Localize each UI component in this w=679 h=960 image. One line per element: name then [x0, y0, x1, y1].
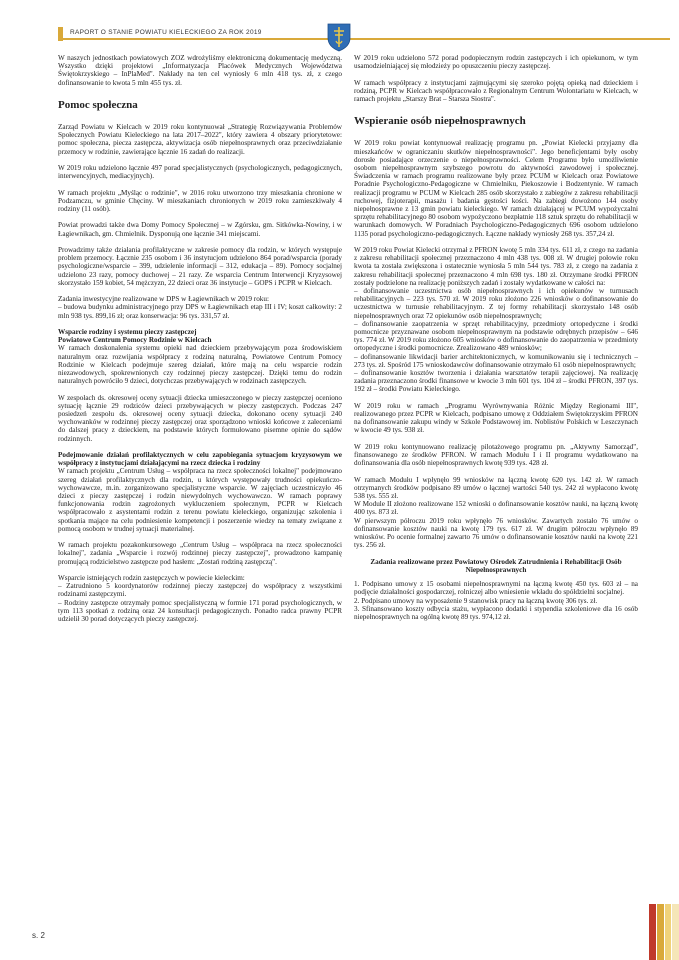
- page-header: [0, 0, 679, 50]
- header-rule: [58, 38, 670, 40]
- header-title: RAPORT O STANIE POWIATU KIELECKIEGO ZA ROK 2019: [70, 29, 262, 36]
- paragraph: W naszych jednostkach powiatowych ZOZ wdrożyliśmy elektroniczną dokumentację medyczną. Wszystko dzięki projektowi „Informatyzacja Placówek Medycznych Województwa Świętokrzyskiego – InPlaMed". Nakłady na ten cel wyniosły 6 mln 418 tys. zł, z czego dofinansowanie to kwota 5 mln 455 tys. zł.: [58, 54, 342, 87]
- paragraph: W zespołach ds. okresowej oceny sytuacji dziecka umieszczonego w pieczy zastępczej oceniono sytuację łącznie 29 rodziców dzieci przebywających w pieczy zastępczych. Podczas 247 posiedzeń zespołu ds. okresowej oceny sytuacji dziecka, dokonano oceny sytuacji 240 wychowanków w rodzinnej pieczy zastępczej oraz sporządzono wnioski końcowe z zaleceniami do dalszej pracy z dzieckiem, na podstawie których formułowano pisemne opinie do sądów rodzinnych.: [58, 393, 342, 443]
- paragraph: W 2019 roku udzielono 572 porad podopiecznym rodzin zastępczych i ich opiekunom, w tym usamodzielniającej się młodzieży po opuszczeniu pieczy zastępczej.: [354, 54, 638, 71]
- county-crest-icon: [326, 22, 352, 52]
- subheading-wsparcie: Wsparcie rodziny i systemu pieczy zastępczej: [58, 328, 197, 336]
- paragraph: W ramach projektu pozakonkursowego „Centrum Usług – współpraca na rzecz społeczności lokalnej", zadania „Wsparcie i rozwój rodzinnej pieczy zastępczej", prowadzono kampanię promującą rodzicielstwo zastępcze pod hasłem: „Zostań rodziną zastępczą".: [58, 541, 342, 566]
- paragraph: – budowa budynku administracyjnego przy DPS w Łagiewnikach etap III i IV; koszt całkowity: 2 mln 938 tys. 899,16 zł; oraz konserwacja: 96 tys. 331,57 zł.: [58, 303, 342, 320]
- paragraph: Zarząd Powiatu w Kielcach w 2019 roku kontynuował „Strategię Rozwiązywania Problemów Społecznych Powiatu Kieleckiego na lata 2017–2022", który zawiera 4 obszary priorytetowe: pomoc społeczna, piecza zastępcza, aktywizacja osób niepełnosprawnych oraz przeciwdziałanie przemocy w rodzinie, zawierające łącznie 16 zadań do realizacji.: [58, 123, 342, 156]
- paragraph: W 2019 roku Powiat Kielecki otrzymał z PFRON kwotę 5 mln 334 tys. 611 zł, z czego na zadania z zakresu rehabilitacji społecznej przeznaczono 4 mln 438 tys. 008 zł. W drugiej połowie roku kwota ta została zwiększona i ostatecznie wyniosła 5 mln 544 tys. 783 zł, z czego na zadania z zakresu rehabilitacji społecznej przeznaczono 4 mln 698 tys. 180 zł. Otrzymane środki PFRON zostały podzielone na realizację poniższych zadań i zostały wydatkowane w całości na:: [354, 246, 638, 287]
- section-heading-wspieranie: Wspieranie osób niepełnosprawnych: [354, 115, 526, 128]
- paragraph: W Module II złożono realizowane 152 wnioski o dofinansowanie kosztów nauki, na łączną kwotę 400 tys. 873 zł.: [354, 500, 638, 517]
- subheading-pcpr: Powiatowe Centrum Pomocy Rodzinie w Kielcach: [58, 336, 212, 345]
- paragraph: Powiat prowadzi także dwa Domy Pomocy Społecznej – w Zgórsku, gm. Sitkówka-Nowiny, i w Łagiewnikach, gm. Chmielnik. Dysponują one łącznie 341 miejscami.: [58, 221, 342, 238]
- list-item: 1. Podpisano umowy z 15 osobami niepełnosprawnymi na łączną kwotę 450 tys. 603 zł – na podjęcie działalności gospodarczej, rolniczej albo wniesienie wkładu do spółdzielni socjalnej.: [354, 580, 638, 597]
- paragraph: W 2019 roku w ramach „Programu Wyrównywania Różnic Między Regionami III", realizowanego przez PCPR w Kielcach, podpisano umowę z Oddziałem Świętokrzyskim PFRON na dofinansowanie zakupu windy w Szkole Podstawowej im. Noblistów Polskich w Leszczynach w kwocie 49 tys. 938 zł.: [354, 401, 638, 435]
- subheading-podejmowanie: Podejmowanie działań profilaktycznych w celu zapobiegania sytuacjom kryzysowym we współpracy z instytucjami działającymi na rzecz dziecka i rodziny: [58, 451, 342, 468]
- list-item: – dofinansowanie kosztów tworzenia i działania warsztatów terapii zajęciowej. Na realizację zadania przeznaczono środki finansowe w kwocie 3 mln 601 tys. 104 zł – środki PFRON, 397 tys. 192 zł – środki Powiatu Kieleckiego.: [354, 369, 638, 394]
- footer-stripe: [649, 904, 656, 960]
- right-column: [354, 54, 638, 629]
- footer-stripe: [672, 904, 679, 960]
- paragraph: W ramach doskonalenia systemu opieki nad dzieckiem przebywającym poza środowiskiem naturalnym oraz rozwijania współpracy z rodziną naturalną, Powiatowe Centrum Pomocy Rodzinie w Kielcach podejmuje szereg działań, które mają na celu wsparcie rodzin niezawodowych, spokrewnionych czy rodzinnej pieczy zastępczej. Dzięki temu do rodzin naturalnych powróciło 9 dzieci, dotychczas przebywających w rodzinach zastępczych.: [58, 344, 342, 386]
- section-heading-pomoc: Pomoc społeczna: [58, 98, 138, 111]
- paragraph: W 2019 roku powiat kontynuował realizację programu pn. „Powiat Kielecki przyjazny dla mieszkańców w ograniczaniu skutków niepełnosprawności". Jego beneficjentami były osoby dorosłe posiadające orzeczenie o niepełnosprawności. Celem Programu było umożliwienie osobom niepełnosprawnym szybszego powrotu do aktywności zawodowej i społecznej. Świadczenia w ramach programu realizowane były przez PCUM w Kielcach oraz Powiatowe Poradnie Psychologiczno-Pedagogiczne w Chmielniku, Piekoszowie i Bodzentynie. W ramach realizacji programu w PCUM w Kielcach 285 osób skorzystało z zabiegów z zakresu rehabilitacji ruchowej, fizjoterapii, masażu i badania gęstości kości. Na zabiegi dowożono 144 osoby niepełnosprawne z 13 gmin powiatu kieleckiego. W ramach działającej w PCUM wypożyczalni sprzętu rehabilitacyjnego 80 osobom wypożyczono bezpłatnie 118 sztuk sprzętu do rehabilitacji w warunkach domowych. W Poradniach Psychologiczno-Pedagogicznych 696 osobom udzielono 1135 porad psychologiczno-pedagogicznych. Łączne nakłady wyniosły 268 tys. 357,24 zł.: [354, 139, 638, 238]
- paragraph: Wsparcie istniejących rodzin zastępczych w powiecie kieleckim:: [58, 574, 245, 583]
- footer-color-stripes: [649, 904, 679, 960]
- paragraph: W ramach projektu „Myśląc o rodzinie", w 2016 roku utworzono trzy mieszkania chronione w Podzamczu, w gminie Chęciny. W mieszkaniach chronionych w 2019 roku zamieszkiwały 4 rodziny (11 osób).: [58, 188, 342, 214]
- paragraph: Zadania inwestycyjne realizowane w DPS w Łagiewnikach w 2019 roku:: [58, 295, 269, 304]
- list-item: – Zatrudniono 5 koordynatorów rodzinnej pieczy zastępczej do współpracy z wszystkimi rodzinami zastępczymi.: [58, 582, 342, 599]
- list-item: 2. Podpisano umowy na wyposażenie 9 stanowisk pracy na łączną kwotę 306 tys. zł.: [354, 596, 598, 605]
- paragraph: W 2019 roku kontynuowano realizację pilotażowego programu pn. „Aktywny Samorząd", finansowanego ze środków PFRON. W ramach Modułu I i II programu wydatkowano na dofinansowania dla osób niepełnosprawnych kwotę 939 tys. 428 zł.: [354, 442, 638, 468]
- paragraph: W ramach współpracy z instytucjami zajmującymi się szeroko pojętą opieką nad dzieckiem i rodziną, PCPR w Kielcach współpracowało z Regionalnym Centrum Wolontariatu w Kielcach, w ramach projektu „Starszy Brat – Starsza Siostra".: [354, 78, 638, 103]
- list-item: 3. Sfinansowano koszty odbycia stażu, wypłacono dodatki i stypendia szkoleniowe dla 16 osób niepełnosprawnych na ogólną kwotę 89 tys. 974,12 zł.: [354, 604, 638, 621]
- list-item: – dofinansowanie zaopatrzenia w sprzęt rehabilitacyjny, przedmioty ortopedyczne i środki pomocnicze przyznawane osobom niepełnosprawnym na podstawie odrębnych przepisów – 646 tys. 774 zł. W 2019 roku złożono 605 wniosków o dofinansowanie do zaopatrzenia w przedmioty ortopedyczne i środki pomocnicze. Zrealizowano 489 wniosków;: [354, 319, 638, 353]
- paragraph: W ramach projektu „Centrum Usług – współpraca na rzecz społeczności lokalnej" podejmowano szereg działań profilaktycznych dla rodzin, u których występowały trudności opiekuńczo-wychowawcze, m.in. zorganizowano specjalistyczne wsparcie. W zajęciach uczestniczyło 46 dzieci z pieczy zastępczej i rodzin niewydolnych wychowawczo. W ramach poprawy funkcjonowania rodzin zagrożonych wykluczeniem społecznym, PCPR w Kielcach współpracowało z asystentami rodzin z terenu powiatu kieleckiego, organizując szkolenia i spotkania mające na celu podniesienie kompetencji i poszerzenie wiedzy na tematy związane z pomocą osobom w trudnej sytuacji materialnej.: [58, 467, 342, 533]
- paragraph: W 2019 roku udzielono łącznie 497 porad specjalistycznych (psychologicznych, pedagogicznych, interwencyjnych, mediacyjnych).: [58, 164, 342, 181]
- paragraph: Prowadzimy także działania profilaktyczne w zakresie pomocy dla rodzin, w których występuje problem przemocy. Łącznie 235 osobom i 36 instytucjom udzielono 864 porad/wsparcia (porady psychologiczne/wsparcie – 399, udzielenie informacji – 312, edukacja – 89). Pomocy socjalnej udzielono 23 razy, pomocy duchowej – 21 razy. Ze wsparcia Centrum Interwencji Kryzysowej skorzystało 159 kobiet, 54 mężczyzn, 22 dzieci oraz 36 instytucje – GOPS i PCPR w Kielcach.: [58, 246, 342, 287]
- footer-stripe: [657, 904, 664, 960]
- paragraph: W ramach Modułu I wpłynęło 99 wniosków na łączną kwotę 620 tys. 142 zł. W ramach otrzymanych środków podpisano 89 umów o łącznej wartości 540 tys. 242 zł wypłacono kwotę 538 tys. 555 zł.: [354, 475, 638, 501]
- left-column: [58, 54, 342, 631]
- list-item: – Rodziny zastępcze otrzymały pomoc specjalistyczną w formie 171 porad psychologicznych, w tym 113 spotkań z rodziną oraz 24 konsultacji pedagogicznych. Ponadto radca prawny PCPR udzielił 30 porad dotyczących pieczy zastępczej.: [58, 598, 342, 624]
- page-number: s. 2: [32, 931, 45, 940]
- list-item: – dofinansowanie uczestnictwa osób niepełnosprawnych i ich opiekunów w turnusach rehabilitacyjnych – 223 tys. 570 zł. W 2019 roku złożono 226 wniosków o dofinansowanie do uczestnictwa w turnusie rehabilitacyjnym. Z tej formy rehabilitacji skorzystało 148 osób niepełnosprawnych oraz 72 opiekunów osób niepełnosprawnych;: [354, 287, 638, 320]
- footer-stripe: [665, 904, 672, 960]
- subheading-zadania: Zadania realizowane przez Powiatowy Ośrodek Zatrudnienia i Rehabilitacji Osób Niepełnosprawnych: [370, 557, 622, 574]
- list-item: – dofinansowanie likwidacji barier architektonicznych, w komunikowaniu się i technicznych – 273 tys. zł. Spośród 175 wnioskodawców dofinansowanie otrzymało 61 osób niepełnosprawnych;: [354, 352, 638, 369]
- paragraph: W pierwszym półroczu 2019 roku wpłynęło 76 wniosków. Zawartych zostało 76 umów o dofinansowanie kosztów nauki na kwotę 179 tys. 617 zł. W drugim półroczu wpłynęło 89 wniosków. Po ocenie formalnej zawarto 76 umów o dofinansowanie kosztów nauki na kwotę 221 tys. 256 zł.: [354, 516, 638, 550]
